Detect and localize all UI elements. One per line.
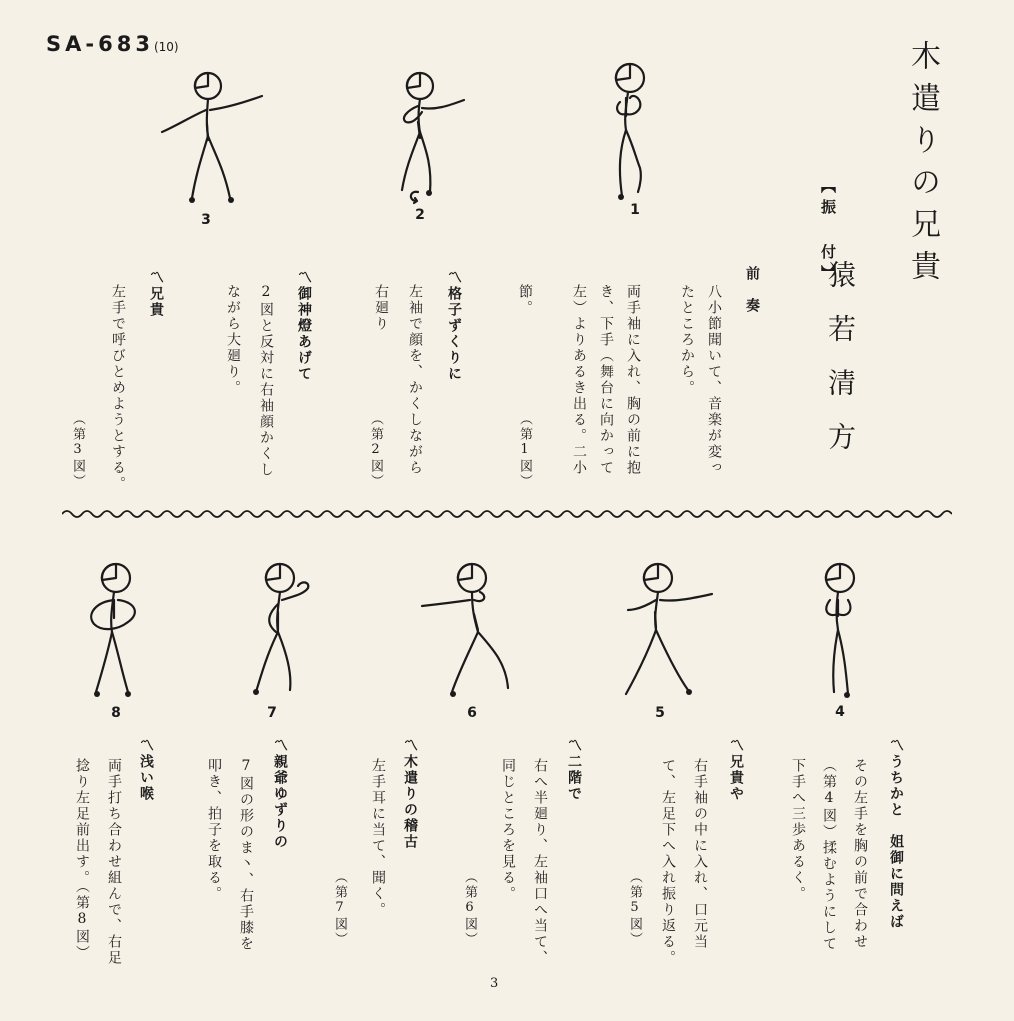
figure-number-3: 3 [201, 212, 211, 228]
section-text-prelude-2: たところから。 [679, 284, 695, 396]
section-text-goshinto-1: 2図と反対に右袖顔かくし [258, 284, 274, 478]
figure-number-1: 1 [630, 202, 640, 218]
wavy-divider [62, 506, 952, 522]
dance-figure-2 [378, 66, 478, 206]
section-text-prelude-6: 節。 [517, 284, 533, 316]
section-text-oyaji-1: 7図の形のま丶、右手膝を [238, 758, 254, 952]
figure-ref-7: （第7図） [332, 870, 347, 947]
section-text-nikai-2: 同じところを見る。 [500, 758, 516, 902]
page-number: 3 [490, 976, 499, 991]
dance-figure-5 [618, 556, 718, 706]
section-text-uchikato-2: （第4図）揉むようにして [821, 758, 837, 952]
section-heading-oyaji: 〽親爺ゆずりの [272, 738, 288, 850]
section-text-uchikato-3: 下手へ三歩あるく。 [790, 758, 806, 902]
section-heading-uchikato: 〽うちかと 姐御に問えば [888, 738, 904, 930]
section-text-aniki-1: 左手で呼びとめようとする。 [110, 284, 126, 492]
section-heading-anikiya: 〽兄貴や [728, 738, 744, 802]
section-heading-prelude: 前 奏 [744, 266, 760, 314]
section-heading-kiyari: 〽木遣りの稽古 [402, 738, 418, 850]
section-text-anikiya-1: 右手袖の中に入れ、口元当 [692, 758, 708, 950]
figure-number-5: 5 [655, 705, 665, 721]
section-text-koshi-2: 右廻り [373, 284, 389, 332]
figure-ref-6: （第6図） [462, 870, 477, 947]
record-code: SA-683(10) [46, 32, 179, 56]
section-text-koshi-1: 左袖で顔を、かくしながら [407, 284, 423, 476]
dance-figure-6 [416, 556, 526, 706]
figure-number-7: 7 [267, 705, 277, 721]
section-text-nikai-1: 右へ半廻り、左袖口へ当て、 [532, 758, 548, 966]
figure-ref-5: （第5図） [627, 870, 642, 947]
section-heading-koshi: 〽格子ずくりに [446, 270, 462, 382]
section-text-goshinto-2: ながら大廻り。 [225, 284, 241, 396]
figure-ref-3: （第3図） [70, 412, 85, 489]
dance-figure-1 [590, 58, 680, 208]
section-heading-goshinto: 〽御神燈あげて [296, 270, 312, 382]
record-code-sub: (10) [153, 40, 179, 54]
dance-figure-7 [240, 556, 330, 706]
figure-number-2: 2 [415, 207, 425, 223]
figure-number-6: 6 [467, 705, 477, 721]
section-text-prelude-1: 八小節聞いて、音楽が変っ [706, 284, 722, 476]
section-text-asainodo-2: 捻り左足前出す。（第8図） [74, 758, 90, 961]
page-title: 木遣りの兄貴 [905, 40, 940, 292]
dance-figure-4 [800, 556, 880, 706]
credit-name: 猿若清方 [824, 260, 857, 476]
turn-arrow-icon [406, 188, 422, 204]
dance-figure-8 [74, 556, 164, 706]
section-heading-aniki: 〽兄貴 [148, 270, 164, 318]
section-text-prelude-5: 左）よりあるき出る。二小 [571, 284, 587, 476]
section-text-prelude-3: 両手袖に入れ、胸の前に抱 [625, 284, 641, 476]
section-text-prelude-4: き、下手（舞台に向かって [598, 284, 614, 476]
section-text-anikiya-2: て、左足下へ入れ振り返る。 [660, 758, 676, 966]
dance-figure-3 [158, 70, 268, 210]
figure-ref-1: （第1図） [517, 412, 532, 489]
section-text-kiyari-1: 左手耳に当て、聞く。 [370, 758, 386, 918]
credit-label: 【振 付】 [819, 178, 837, 286]
section-heading-asainodo: 〽浅い喉 [138, 738, 154, 802]
figure-ref-2: （第2図） [368, 412, 383, 489]
section-text-uchikato-1: その左手を胸の前で合わせ [852, 758, 868, 950]
figure-number-8: 8 [111, 705, 121, 721]
section-text-oyaji-2: 叩き、拍子を取る。 [206, 758, 222, 902]
section-text-asainodo-1: 両手打ち合わせ組んで、右足 [106, 758, 122, 966]
section-heading-nikai: 〽二階で [566, 738, 582, 802]
figure-number-4: 4 [835, 704, 845, 720]
